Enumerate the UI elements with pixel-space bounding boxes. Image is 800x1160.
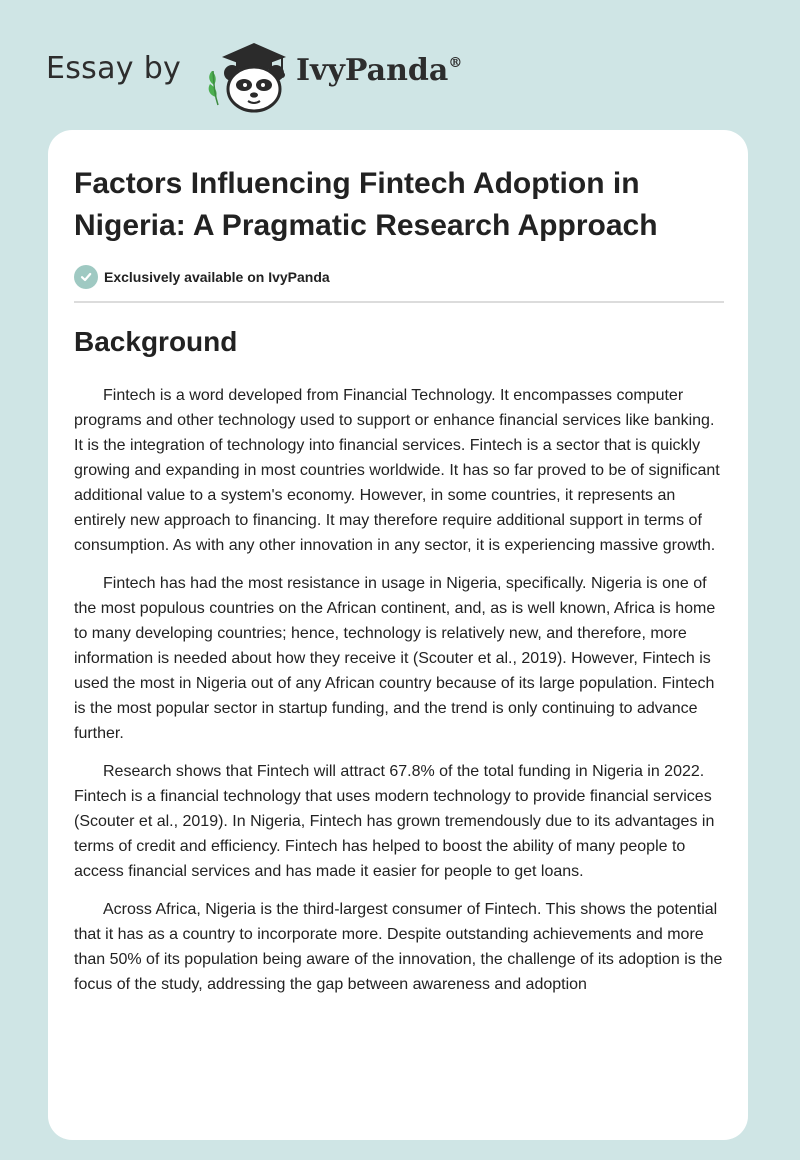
- ivypanda-logo-icon[interactable]: [202, 35, 292, 115]
- section-heading: Background: [74, 326, 238, 357]
- essay-content: [74, 163, 724, 1010]
- site-header: [46, 30, 546, 120]
- check-circle-icon: [74, 265, 98, 289]
- divider: [74, 301, 724, 303]
- registered-mark: ®: [448, 55, 463, 71]
- essay-card: [48, 130, 748, 1140]
- brand-name[interactable]: IvyPanda®: [296, 53, 463, 88]
- essay-title: Factors Influencing Fintech Adoption in Nigeria: A Pragmatic Research Approach: [74, 167, 658, 242]
- paragraph: Research shows that Fintech will attract 67.8% of the total funding in Nigeria in 2022. Fintech is a financial technology that uses modern technology to provide financial services (Scouter et al., 2019). In Nigeria, Fintech has grown tremendously due to its advantages in terms of credit and efficiency. Fintech has helped to boost the ability of many people to access financial services and has made it easier for people to get loans.: [74, 763, 715, 880]
- essay-body: [74, 383, 724, 997]
- exclusive-label: Exclusively available on IvyPanda: [104, 269, 330, 285]
- paragraph: Fintech has had the most resistance in usage in Nigeria, specifically. Nigeria is one of the most populous countries on the African continent, and, as is well known, Africa is home to many developing countries; hence, technology is relatively new, and therefore, more information is needed about how they receive it (Scouter et al., 2019). However, Fintech is used the most in Nigeria out of any African country because of its large population. Fintech is the most popular sector in startup funding, and the trend is only continuing to advance further.: [74, 575, 716, 742]
- paragraph: Across Africa, Nigeria is the third-largest consumer of Fintech. This shows the potential that it has as a country to incorporate more. Despite outstanding achievements and more than 50% of its population being aware of the innovation, the challenge of its adoption is the focus of the study, addressing the gap between awareness and adoption: [74, 901, 723, 993]
- essay-by-label: Essay by: [46, 51, 182, 86]
- paragraph: Fintech is a word developed from Financial Technology. It encompasses computer programs and other technology used to support or enhance financial services like banking. It is the integration of technology into financial services. Fintech is a sector that is quickly growing and expanding in most countries worldwide. It has so far proved to be of significant additional value to a system's economy. However, in some countries, it represents an entirely new approach to financing. It may therefore require additional support in terms of consumption. As with any other innovation in any sector, it is experiencing massive growth.: [74, 387, 720, 554]
- exclusive-badge: [74, 265, 724, 289]
